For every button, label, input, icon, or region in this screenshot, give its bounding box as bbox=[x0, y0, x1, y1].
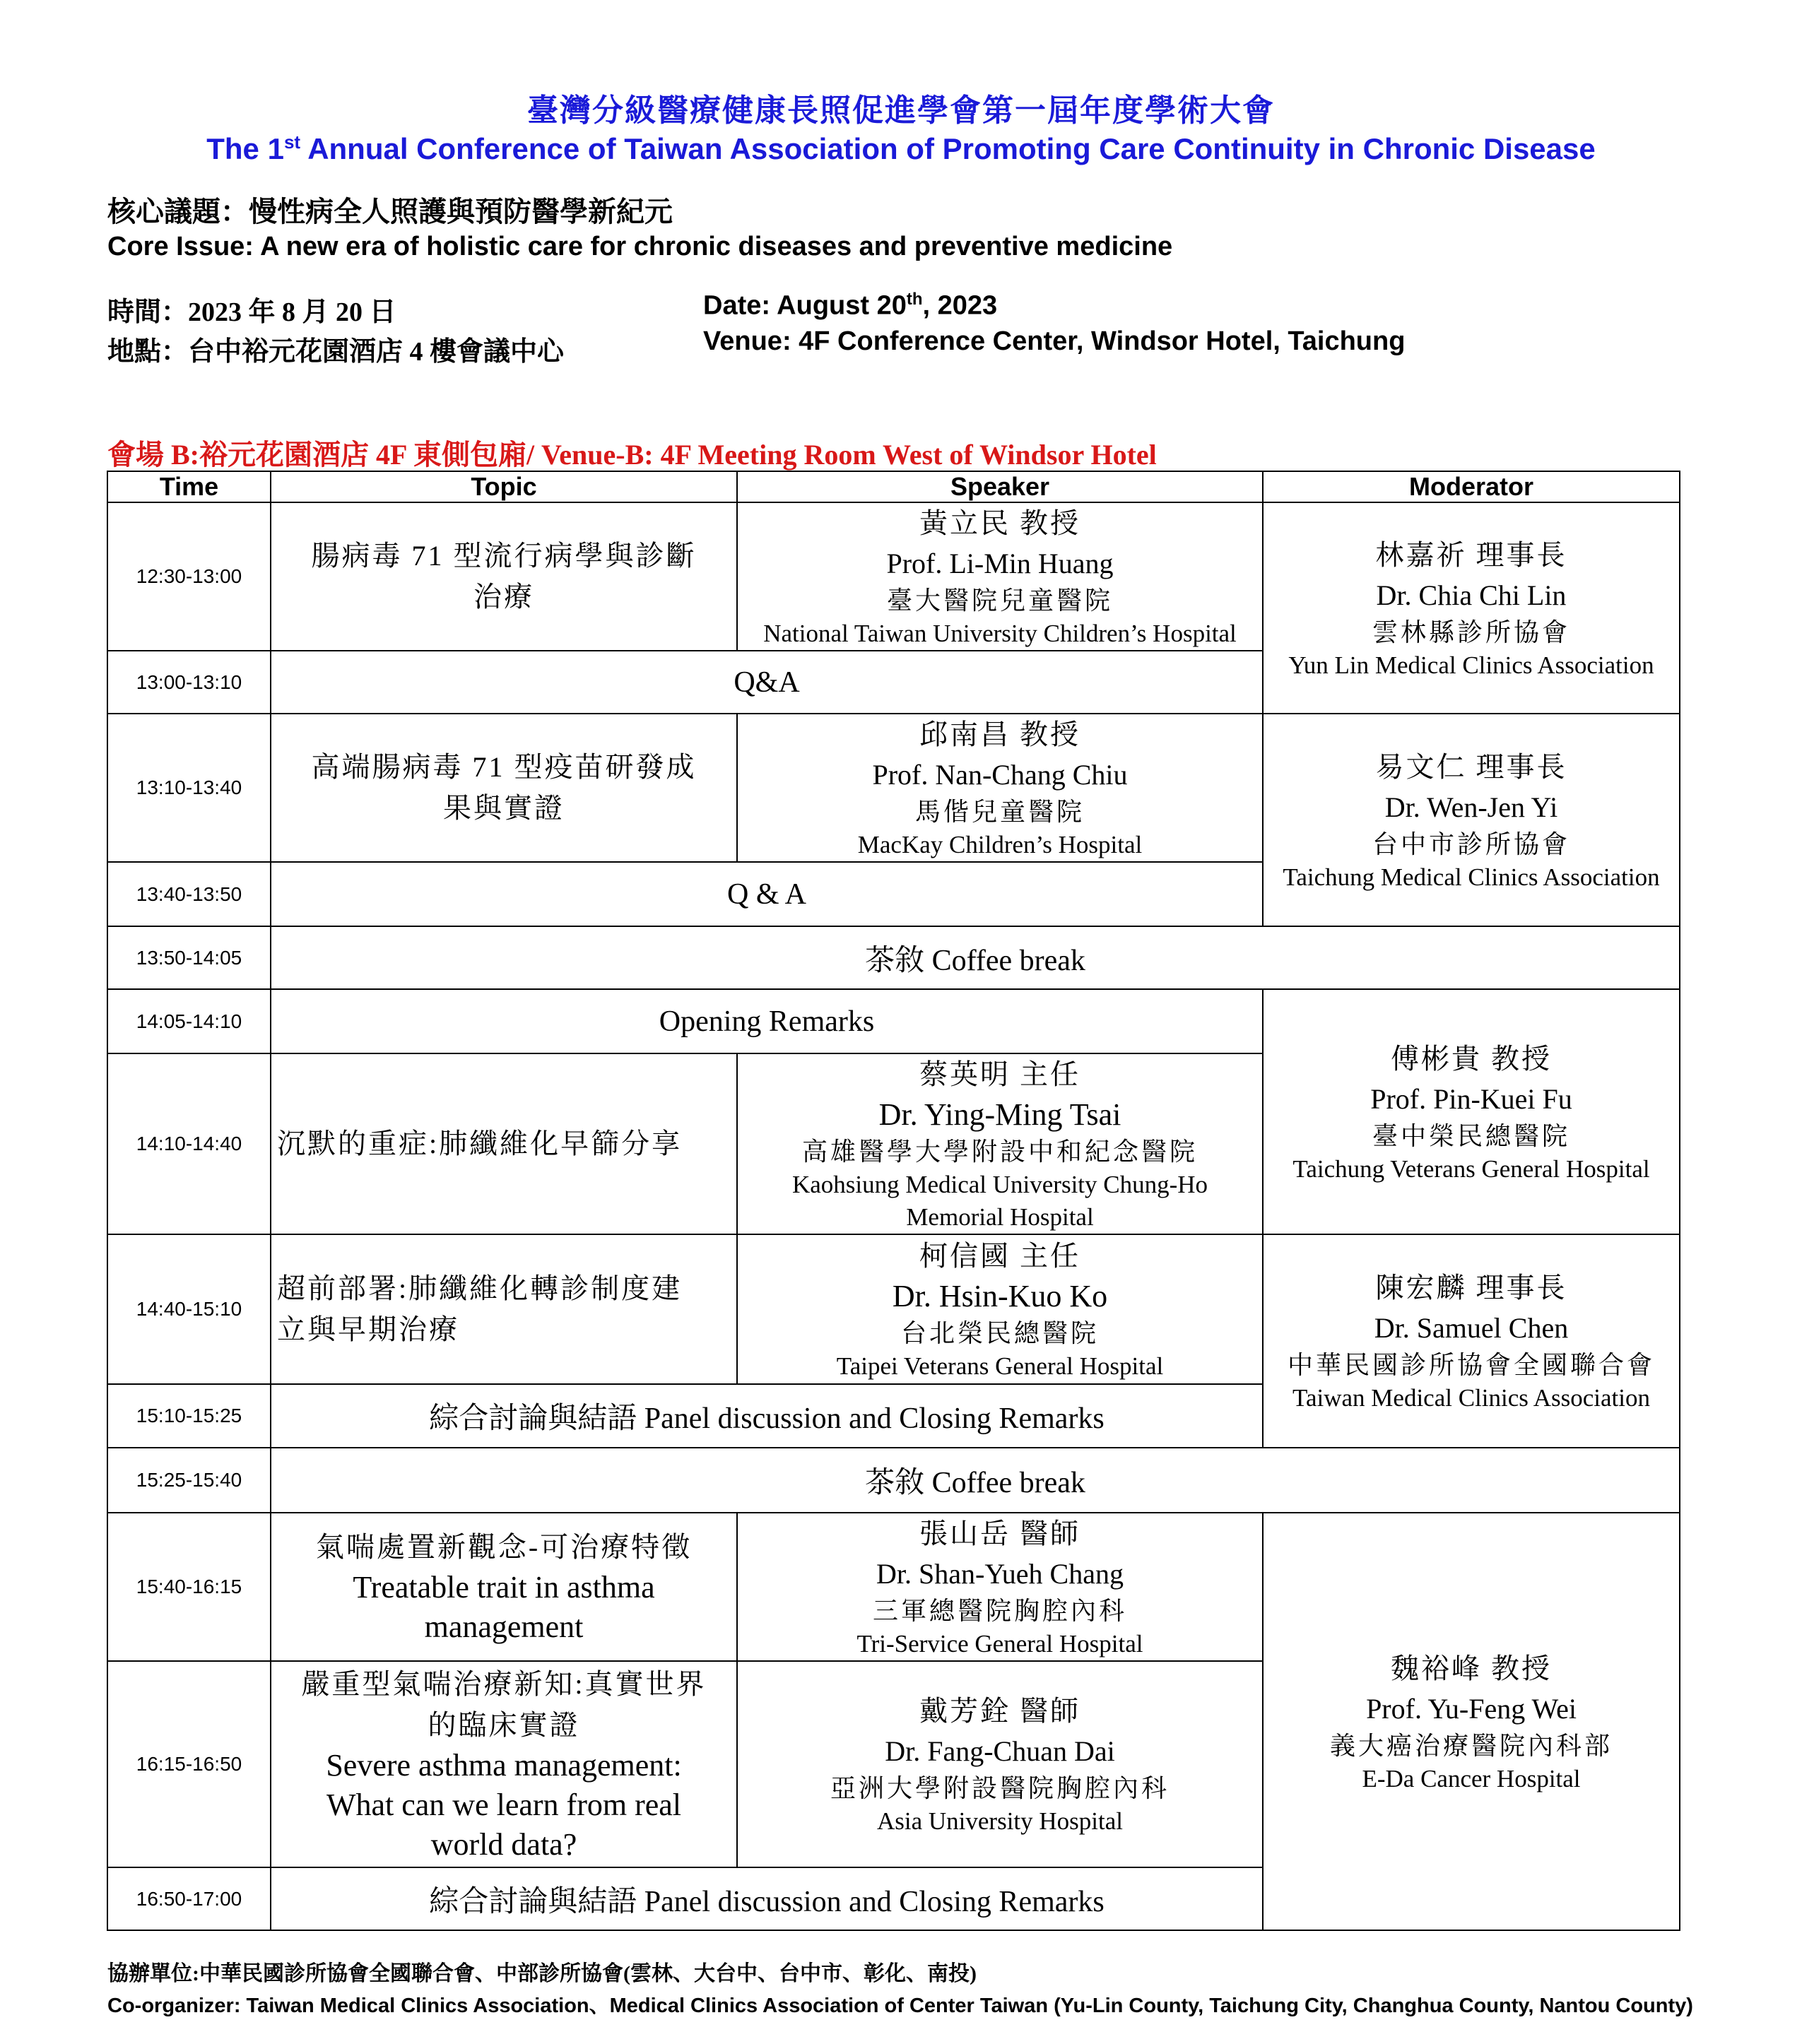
speaker-org-en: MacKay Children’s Hospital bbox=[857, 831, 1143, 858]
time-cell: 13:50-14:05 bbox=[107, 926, 271, 989]
time-cell: 12:30-13:00 bbox=[107, 502, 271, 651]
table-row bbox=[107, 1234, 1680, 1384]
panel-discussion-cell: 綜合討論與結語 Panel discussion and Closing Remarks bbox=[271, 1867, 1263, 1930]
speaker-name-en: Prof. Nan-Chang Chiu bbox=[872, 759, 1128, 791]
topic-line: 嚴重型氣喘治療新知:真實世界 bbox=[301, 1668, 707, 1700]
speaker-org-zh: 臺大醫院兒童醫院 bbox=[886, 586, 1113, 615]
time-cell: 15:10-15:25 bbox=[107, 1384, 271, 1448]
co-organizer-en: Co-organizer: Taiwan Medical Clinics Association、Medical Clinics Association of Center Taiwan (Yu-Lin County, Taichung City, Changhua County, Nantou County) bbox=[107, 1995, 1693, 2017]
speaker-name-zh: 黃立民 教授 bbox=[919, 507, 1080, 539]
table-row bbox=[107, 926, 1680, 989]
speaker-name-zh: 戴芳銓 醫師 bbox=[919, 1695, 1080, 1727]
panel-discussion-cell: 綜合討論與結語 Panel discussion and Closing Remarks bbox=[271, 1384, 1263, 1448]
date-en-post: , 2023 bbox=[922, 290, 998, 321]
table-row bbox=[107, 1448, 1680, 1513]
moderator-org-zh: 中華民國診所協會全國聯合會 bbox=[1287, 1351, 1655, 1379]
moderator-cell bbox=[1263, 714, 1680, 926]
topic-line-en: management bbox=[424, 1609, 584, 1644]
moderator-cell bbox=[1263, 502, 1680, 714]
speaker-org-en: Taipei Veterans General Hospital bbox=[836, 1352, 1164, 1380]
topic-cell bbox=[271, 502, 737, 651]
moderator-name-zh: 林嘉祈 理事長 bbox=[1375, 538, 1567, 571]
topic-line-en: world data? bbox=[430, 1827, 577, 1862]
moderator-org-zh: 雲林縣診所協會 bbox=[1372, 618, 1570, 646]
topic-line-en: What can we learn from real bbox=[326, 1788, 682, 1822]
core-issue-zh: 核心議題：慢性病全人照護與預防醫學新紀元 bbox=[107, 196, 673, 228]
topic-line: 氣喘處置新觀念-可治療特徵 bbox=[315, 1531, 693, 1563]
venue-en: Venue: 4F Conference Center, Windsor Hotel, Taichung bbox=[703, 326, 1406, 356]
moderator-org-en: Taichung Veterans General Hospital bbox=[1292, 1154, 1650, 1183]
time-cell: 13:40-13:50 bbox=[107, 862, 271, 926]
coffee-break-cell: 茶敘 Coffee break bbox=[271, 926, 1680, 989]
moderator-name-en: Dr. Samuel Chen bbox=[1374, 1312, 1569, 1344]
topic-line: 超前部署:肺纖維化轉診制度建 bbox=[277, 1272, 683, 1304]
topic-cell bbox=[271, 1661, 737, 1867]
moderator-org-zh: 台中市診所協會 bbox=[1372, 829, 1570, 858]
time-cell: 16:50-17:00 bbox=[107, 1867, 271, 1930]
speaker-cell bbox=[737, 502, 1263, 651]
table-row bbox=[107, 714, 1680, 862]
topic-line: 治療 bbox=[473, 581, 534, 613]
speaker-org-zh: 馬偕兒童醫院 bbox=[914, 798, 1085, 826]
time-cell: 14:05-14:10 bbox=[107, 989, 271, 1053]
moderator-name-zh: 易文仁 理事長 bbox=[1375, 750, 1567, 783]
speaker-cell bbox=[737, 1234, 1263, 1384]
schedule-table bbox=[107, 471, 1680, 1931]
header-time: Time bbox=[107, 471, 271, 502]
moderator-org-zh: 義大癌治療醫院內科部 bbox=[1329, 1731, 1613, 1760]
topic-line: 果與實證 bbox=[443, 792, 565, 824]
qa-cell: Q & A bbox=[271, 862, 1263, 926]
date-en-sup: th bbox=[906, 290, 923, 309]
moderator-org-en: Taichung Medical Clinics Association bbox=[1283, 863, 1660, 891]
moderator-cell bbox=[1263, 989, 1680, 1234]
speaker-name-en: Prof. Li-Min Huang bbox=[886, 548, 1114, 579]
time-cell: 14:10-14:40 bbox=[107, 1053, 271, 1234]
speaker-name-en: Dr. Fang-Chuan Dai bbox=[885, 1735, 1115, 1767]
title-en-post: Annual Conference of Taiwan Association of Promoting Care Continuity in Chronic Disease bbox=[300, 132, 1596, 165]
title-en bbox=[0, 131, 1802, 166]
speaker-name-zh: 邱南昌 教授 bbox=[919, 719, 1080, 750]
header-speaker: Speaker bbox=[737, 471, 1263, 502]
moderator-cell bbox=[1263, 1234, 1680, 1448]
topic-cell bbox=[271, 1234, 737, 1384]
table-row bbox=[107, 989, 1680, 1053]
speaker-org-en: Kaohsiung Medical University Chung-Ho bbox=[791, 1171, 1208, 1198]
table-row bbox=[107, 502, 1680, 651]
moderator-name-zh: 陳宏麟 理事長 bbox=[1375, 1272, 1567, 1304]
time-cell: 15:25-15:40 bbox=[107, 1448, 271, 1513]
topic-cell bbox=[271, 1513, 737, 1661]
date-zh: 時間：2023 年 8 月 20 日 bbox=[107, 297, 396, 327]
topic-line: 腸病毒 71 型流行病學與診斷 bbox=[311, 540, 697, 572]
speaker-org-zh: 亞洲大學附設醫院胸腔內科 bbox=[830, 1774, 1170, 1802]
time-cell: 15:40-16:15 bbox=[107, 1513, 271, 1661]
time-cell: 13:00-13:10 bbox=[107, 651, 271, 714]
moderator-org-en: E-Da Cancer Hospital bbox=[1362, 1764, 1581, 1792]
topic-line-en: Severe asthma management: bbox=[326, 1748, 682, 1783]
topic-line-en: Treatable trait in asthma bbox=[353, 1570, 655, 1605]
moderator-name-zh: 傅彬貴 教授 bbox=[1391, 1042, 1552, 1075]
speaker-cell bbox=[737, 1513, 1263, 1661]
speaker-name-zh: 蔡英明 主任 bbox=[919, 1058, 1080, 1090]
topic-line: 高端腸病毒 71 型疫苗研發成 bbox=[311, 751, 697, 783]
speaker-name-en: Dr. Hsin-Kuo Ko bbox=[892, 1279, 1108, 1313]
topic-cell bbox=[271, 714, 737, 862]
topic-line: 的臨床實證 bbox=[428, 1709, 580, 1741]
time-cell: 13:10-13:40 bbox=[107, 714, 271, 862]
moderator-name-en: Prof. Pin-Kuei Fu bbox=[1370, 1082, 1572, 1115]
topic-cell bbox=[271, 1053, 737, 1234]
speaker-name-zh: 張山岳 醫師 bbox=[919, 1518, 1080, 1549]
date-en-pre: Date: August 20 bbox=[703, 290, 907, 321]
speaker-cell bbox=[737, 714, 1263, 862]
speaker-name-en: Dr. Shan-Yueh Chang bbox=[876, 1558, 1124, 1590]
topic-line: 沉默的重症:肺纖維化早篩分享 bbox=[277, 1128, 683, 1159]
core-issue-en: Core Issue: A new era of holistic care for chronic diseases and preventive medicine bbox=[107, 232, 1173, 261]
speaker-org-en: Tri-Service General Hospital bbox=[856, 1630, 1143, 1658]
header-moderator: Moderator bbox=[1263, 471, 1680, 502]
speaker-name-en: Dr. Ying-Ming Tsai bbox=[878, 1097, 1121, 1132]
venue-heading: 會場 B:裕元花園酒店 4F 東側包廂/ Venue-B: 4F Meeting Room West of Windsor Hotel bbox=[107, 439, 1157, 471]
topic-line: 立與早期治療 bbox=[277, 1313, 459, 1345]
speaker-cell bbox=[737, 1661, 1263, 1867]
moderator-org-en: Yun Lin Medical Clinics Association bbox=[1288, 651, 1654, 679]
table-header-row bbox=[107, 471, 1680, 502]
time-cell: 14:40-15:10 bbox=[107, 1234, 271, 1384]
time-cell: 16:15-16:50 bbox=[107, 1661, 271, 1867]
opening-remarks-cell: Opening Remarks bbox=[271, 989, 1263, 1053]
title-en-pre: The 1 bbox=[206, 132, 284, 165]
speaker-cell bbox=[737, 1053, 1263, 1234]
table-row bbox=[107, 1513, 1680, 1661]
venue-zh: 地點：台中裕元花園酒店 4 樓會議中心 bbox=[107, 337, 565, 367]
speaker-org-zh: 三軍總醫院胸腔內科 bbox=[872, 1597, 1127, 1625]
speaker-org-en: Asia University Hospital bbox=[876, 1807, 1124, 1835]
coffee-break-cell: 茶敘 Coffee break bbox=[271, 1448, 1680, 1513]
title-zh: 臺灣分級醫療健康長照促進學會第一屆年度學術大會 bbox=[527, 93, 1275, 128]
speaker-org-zh: 台北榮民總醫院 bbox=[900, 1319, 1099, 1347]
moderator-name-en: Prof. Yu-Feng Wei bbox=[1366, 1692, 1577, 1725]
moderator-name-en: Dr. Wen-Jen Yi bbox=[1384, 791, 1558, 823]
moderator-org-zh: 臺中榮民總醫院 bbox=[1372, 1121, 1570, 1150]
speaker-org-zh: 高雄醫學大學附設中和紀念醫院 bbox=[801, 1138, 1198, 1166]
moderator-name-zh: 魏裕峰 教授 bbox=[1391, 1652, 1552, 1684]
moderator-cell bbox=[1263, 1513, 1680, 1930]
moderator-name-en: Dr. Chia Chi Lin bbox=[1376, 579, 1567, 611]
title-en-sup: st bbox=[283, 131, 301, 153]
speaker-name-zh: 柯信國 主任 bbox=[919, 1240, 1080, 1272]
moderator-org-en: Taiwan Medical Clinics Association bbox=[1292, 1384, 1650, 1412]
speaker-org-en-2: Memorial Hospital bbox=[906, 1203, 1094, 1231]
qa-cell: Q&A bbox=[271, 651, 1263, 714]
header-topic: Topic bbox=[271, 471, 737, 502]
date-en bbox=[703, 290, 997, 321]
co-organizer-zh: 協辦單位:中華民國診所協會全國聯合會、中部診所協會(雲林、大台中、台中市、彰化、南投) bbox=[107, 1962, 977, 1985]
speaker-org-en: National Taiwan University Children’s Hospital bbox=[763, 620, 1237, 647]
